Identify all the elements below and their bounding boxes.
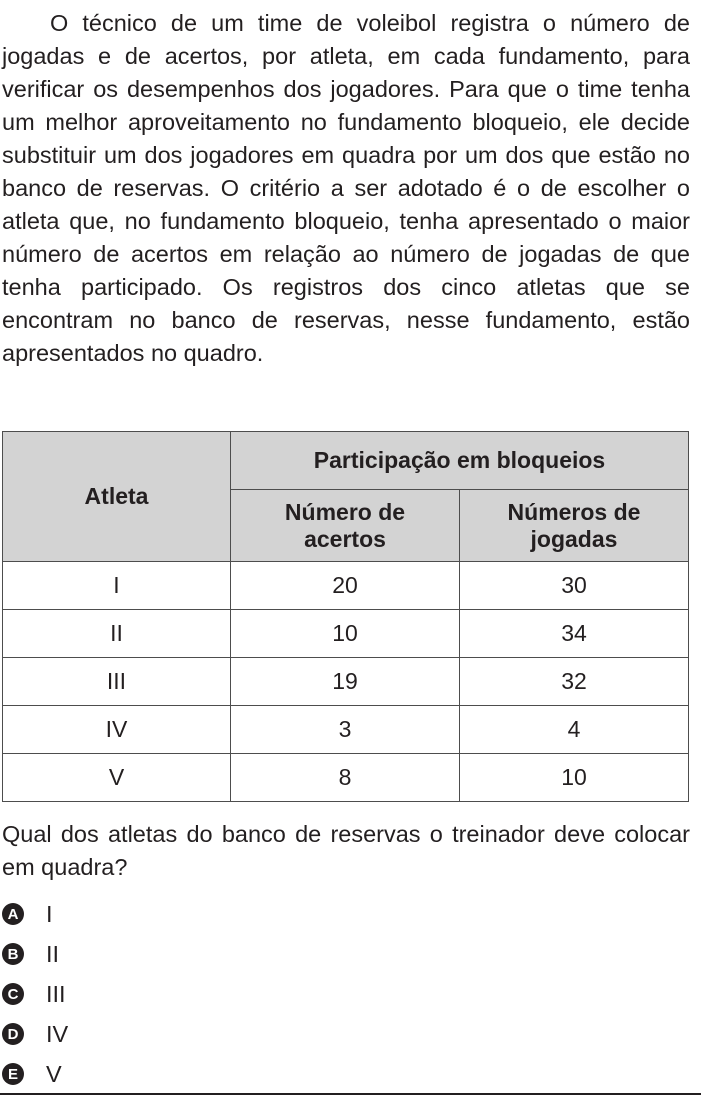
table-row (3, 706, 689, 754)
option-text: V (46, 1060, 62, 1087)
header-plays (460, 490, 689, 562)
option-text: IV (46, 1020, 69, 1047)
option-text: I (46, 900, 53, 927)
question-prompt: Qual dos atletas do banco de reservas o treinador deve colocar em quadra? (2, 821, 690, 880)
table-row (3, 562, 689, 610)
cell-plays: 10 (460, 754, 689, 802)
option-letter-badge: A (2, 903, 24, 925)
bottom-divider (0, 1093, 701, 1095)
header-group: Participação em bloqueios (231, 432, 689, 490)
question-statement: O técnico de um time de voleibol registra o número de jogadas e de acertos, por atleta, em cada fundamento, para verificar os desempenhos dos jogadores. Para que o time tenha um melhor aproveitamento no fundamento bloqueio, ele decide substituir um dos jogadores em quadra por um dos que estão no banco de reservas. O critério a ser adotado é o de escolher o atleta que, no fundamento bloqueio, tenha apresentado o maior número de acertos em relação ao número de jogadas de que tenha participado. Os registros dos cinco atletas que se encontram no banco de reservas, nesse fundamento, estão apresentados no quadro. (2, 10, 690, 366)
option-text: II (46, 940, 60, 967)
option-c[interactable] (2, 974, 68, 1014)
option-letter-badge: E (2, 1063, 24, 1085)
table-header-row (3, 432, 689, 490)
cell-plays: 30 (460, 562, 689, 610)
option-a[interactable] (2, 894, 68, 934)
cell-hits: 20 (231, 562, 460, 610)
option-e[interactable] (2, 1054, 68, 1094)
header-hits (231, 490, 460, 562)
cell-plays: 34 (460, 610, 689, 658)
cell-athlete: II (3, 610, 231, 658)
option-letter-badge: B (2, 943, 24, 965)
cell-hits: 3 (231, 706, 460, 754)
option-text: III (46, 980, 66, 1007)
cell-hits: 10 (231, 610, 460, 658)
cell-athlete: IV (3, 706, 231, 754)
table-row (3, 754, 689, 802)
header-hits-label: Número de acertos (284, 498, 406, 552)
option-d[interactable] (2, 1014, 68, 1054)
table-row (3, 658, 689, 706)
cell-plays: 4 (460, 706, 689, 754)
cell-hits: 19 (231, 658, 460, 706)
cell-athlete: III (3, 658, 231, 706)
option-letter-badge: D (2, 1023, 24, 1045)
data-table (2, 431, 689, 802)
option-letter-badge: C (2, 983, 24, 1005)
header-plays-label: Números de jogadas (507, 498, 641, 552)
cell-plays: 32 (460, 658, 689, 706)
header-athlete: Atleta (3, 432, 231, 562)
cell-hits: 8 (231, 754, 460, 802)
answer-options (2, 894, 68, 1094)
cell-athlete: I (3, 562, 231, 610)
cell-athlete: V (3, 754, 231, 802)
table-row (3, 610, 689, 658)
option-b[interactable] (2, 934, 68, 974)
